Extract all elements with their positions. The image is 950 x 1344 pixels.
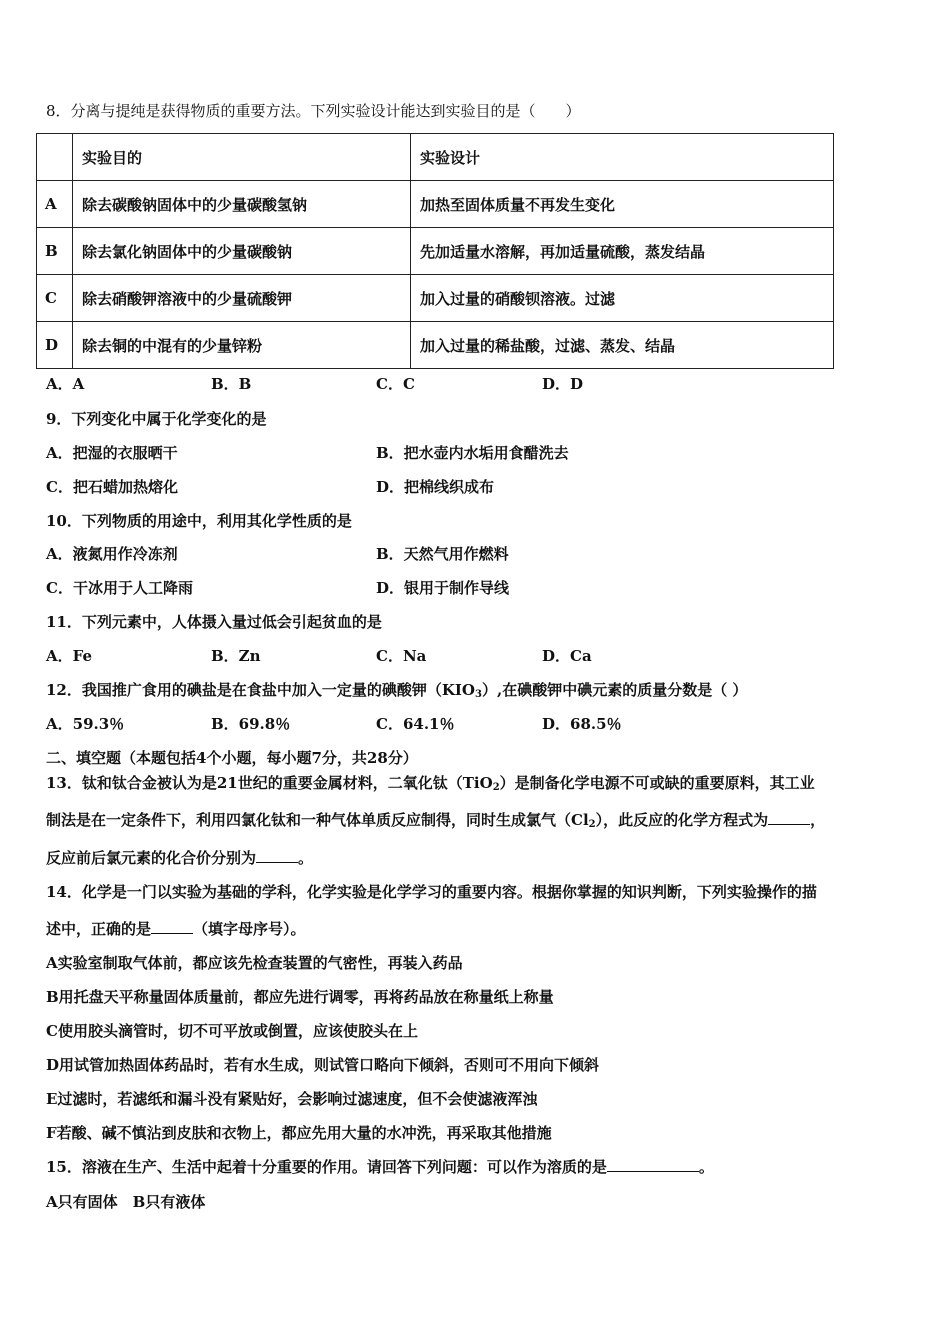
row-purpose: 除去碳酸钠固体中的少量碳酸氢钠 xyxy=(73,181,411,228)
q13-text: ）是制备化学电源不可或缺的重要原料，其工业 xyxy=(499,774,815,792)
table-row xyxy=(37,181,834,228)
q9-option-a: A．把湿的衣服晒干 xyxy=(46,444,178,462)
row-label: D xyxy=(37,322,73,369)
question-14-line-1: 14．化学是一门以实验为基础的学科，化学实验是化学学习的重要内容。根据你掌握的知识判断，下列实验操作的描 xyxy=(46,883,817,901)
row-purpose: 除去硝酸钾溶液中的少量硫酸钾 xyxy=(73,275,411,322)
q8-option-c: C．C xyxy=(376,375,415,393)
q10-option-a: A．液氮用作冷冻剂 xyxy=(46,545,178,563)
q13-text: 制法是在一定条件下，利用四氯化钛和一种气体单质反应制得，同时生成氯气（Cl xyxy=(46,811,589,829)
q14-item-e: E过滤时，若滤纸和漏斗没有紧贴好，会影响过滤速度，但不会使滤液浑浊 xyxy=(46,1090,538,1108)
experiment-table xyxy=(36,133,834,369)
q13-text: 。 xyxy=(298,849,314,867)
q9-option-d: D．把棉线织成布 xyxy=(376,478,495,496)
q9-option-c: C．把石蜡加热熔化 xyxy=(46,478,178,496)
answer-blank[interactable] xyxy=(256,848,298,863)
q15-text: 。 xyxy=(698,1158,714,1176)
section-2-heading: 二、填空题（本题包括4个小题，每小题7分，共28分） xyxy=(46,749,418,767)
q8-option-a: A．A xyxy=(46,375,85,393)
q9-option-b: B．把水壶内水垢用食醋洗去 xyxy=(376,444,569,462)
table-header-purpose: 实验目的 xyxy=(73,134,411,181)
q10-option-c: C．干冰用于人工降雨 xyxy=(46,579,193,597)
q12-subscript: 3 xyxy=(475,689,482,700)
q11-option-c: C．Na xyxy=(376,647,427,665)
q8-option-b: B．B xyxy=(211,375,252,393)
q14-item-d: D用试管加热固体药品时，若有水生成，则试管口略向下倾斜，否则可不用向下倾斜 xyxy=(46,1056,600,1074)
q14-item-f: F若酸、碱不慎沾到皮肤和衣物上，都应先用大量的水冲洗，再采取其他措施 xyxy=(46,1124,552,1142)
q12-option-a: A．59.3％ xyxy=(46,715,125,733)
q14-item-a: A实验室制取气体前，都应该先检查装置的气密性，再装入药品 xyxy=(46,954,463,972)
q15-options: A只有固体 B只有液体 xyxy=(46,1193,206,1211)
q10-option-d: D．银用于制作导线 xyxy=(376,579,510,597)
row-design: 加入过量的稀盐酸，过滤、蒸发、结晶 xyxy=(411,322,834,369)
question-13-line-3 xyxy=(46,848,313,868)
q13-text: ），此反应的化学方程式为 xyxy=(595,811,769,829)
table-header-blank xyxy=(37,134,73,181)
row-label: C xyxy=(37,275,73,322)
question-13-line-2 xyxy=(46,810,825,835)
q12-option-b: B．69.8％ xyxy=(211,715,291,733)
q12-title-text: 12．我国推广食用的碘盐是在食盐中加入一定量的碘酸钾（KIO xyxy=(46,681,475,699)
question-8-title: 8．分离与提纯是获得物质的重要方法。下列实验设计能达到实验目的是（ ） xyxy=(46,102,581,120)
answer-blank[interactable] xyxy=(768,810,810,825)
table-header-row xyxy=(37,134,834,181)
q13-subscript: 2 xyxy=(588,819,596,830)
q8-option-d: D．D xyxy=(542,375,584,393)
table-row xyxy=(37,228,834,275)
row-purpose: 除去铜的中混有的少量锌粉 xyxy=(73,322,411,369)
question-15-line-1 xyxy=(46,1157,714,1177)
q12-option-c: C．64.1％ xyxy=(376,715,455,733)
table-header-design: 实验设计 xyxy=(411,134,834,181)
row-design: 加入过量的硝酸钡溶液。过滤 xyxy=(411,275,834,322)
q13-text: 反应前后氯元素的化合价分别为 xyxy=(46,849,257,867)
row-purpose: 除去氯化钠固体中的少量碳酸钠 xyxy=(73,228,411,275)
q14-text: （填字母序号）。 xyxy=(193,920,306,938)
question-13-line-1 xyxy=(46,773,815,798)
row-label: B xyxy=(37,228,73,275)
table-row xyxy=(37,322,834,369)
q10-option-b: B．天然气用作燃料 xyxy=(376,545,509,563)
row-design: 先加适量水溶解，再加适量硫酸，蒸发结晶 xyxy=(411,228,834,275)
question-9-title: 9．下列变化中属于化学变化的是 xyxy=(46,410,267,428)
q14-text: 述中，正确的是 xyxy=(46,920,152,938)
q11-option-a: A．Fe xyxy=(46,647,93,665)
answer-blank[interactable] xyxy=(607,1157,699,1172)
q12-option-d: D．68.5％ xyxy=(542,715,622,733)
question-14-line-2 xyxy=(46,919,306,939)
q14-item-c: C使用胶头滴管时，切不可平放或倒置，应该使胶头在上 xyxy=(46,1022,418,1040)
row-design: 加热至固体质量不再发生变化 xyxy=(411,181,834,228)
q11-option-b: B．Zn xyxy=(211,647,261,665)
question-10-title: 10．下列物质的用途中，利用其化学性质的是 xyxy=(46,512,352,530)
question-11-title: 11．下列元素中，人体摄入量过低会引起贫血的是 xyxy=(46,613,382,631)
table-row xyxy=(37,275,834,322)
q12-title-text-end: ）,在碘酸钾中碘元素的质量分数是（ ） xyxy=(481,681,748,699)
row-label: A xyxy=(37,181,73,228)
q11-option-d: D．Ca xyxy=(542,647,592,665)
question-12-title xyxy=(46,680,747,705)
q14-item-b: B用托盘天平称量固体质量前，都应先进行调零，再将药品放在称量纸上称量 xyxy=(46,988,554,1006)
answer-blank[interactable] xyxy=(151,919,193,934)
q13-text: ， xyxy=(810,811,826,829)
q13-subscript: 2 xyxy=(492,782,500,793)
q13-text: 13．钛和钛合金被认为是21世纪的重要金属材料，二氧化钛（TiO xyxy=(46,774,493,792)
q15-text: 15．溶液在生产、生活中起着十分重要的作用。请回答下列问题：可以作为溶质的是 xyxy=(46,1158,607,1176)
